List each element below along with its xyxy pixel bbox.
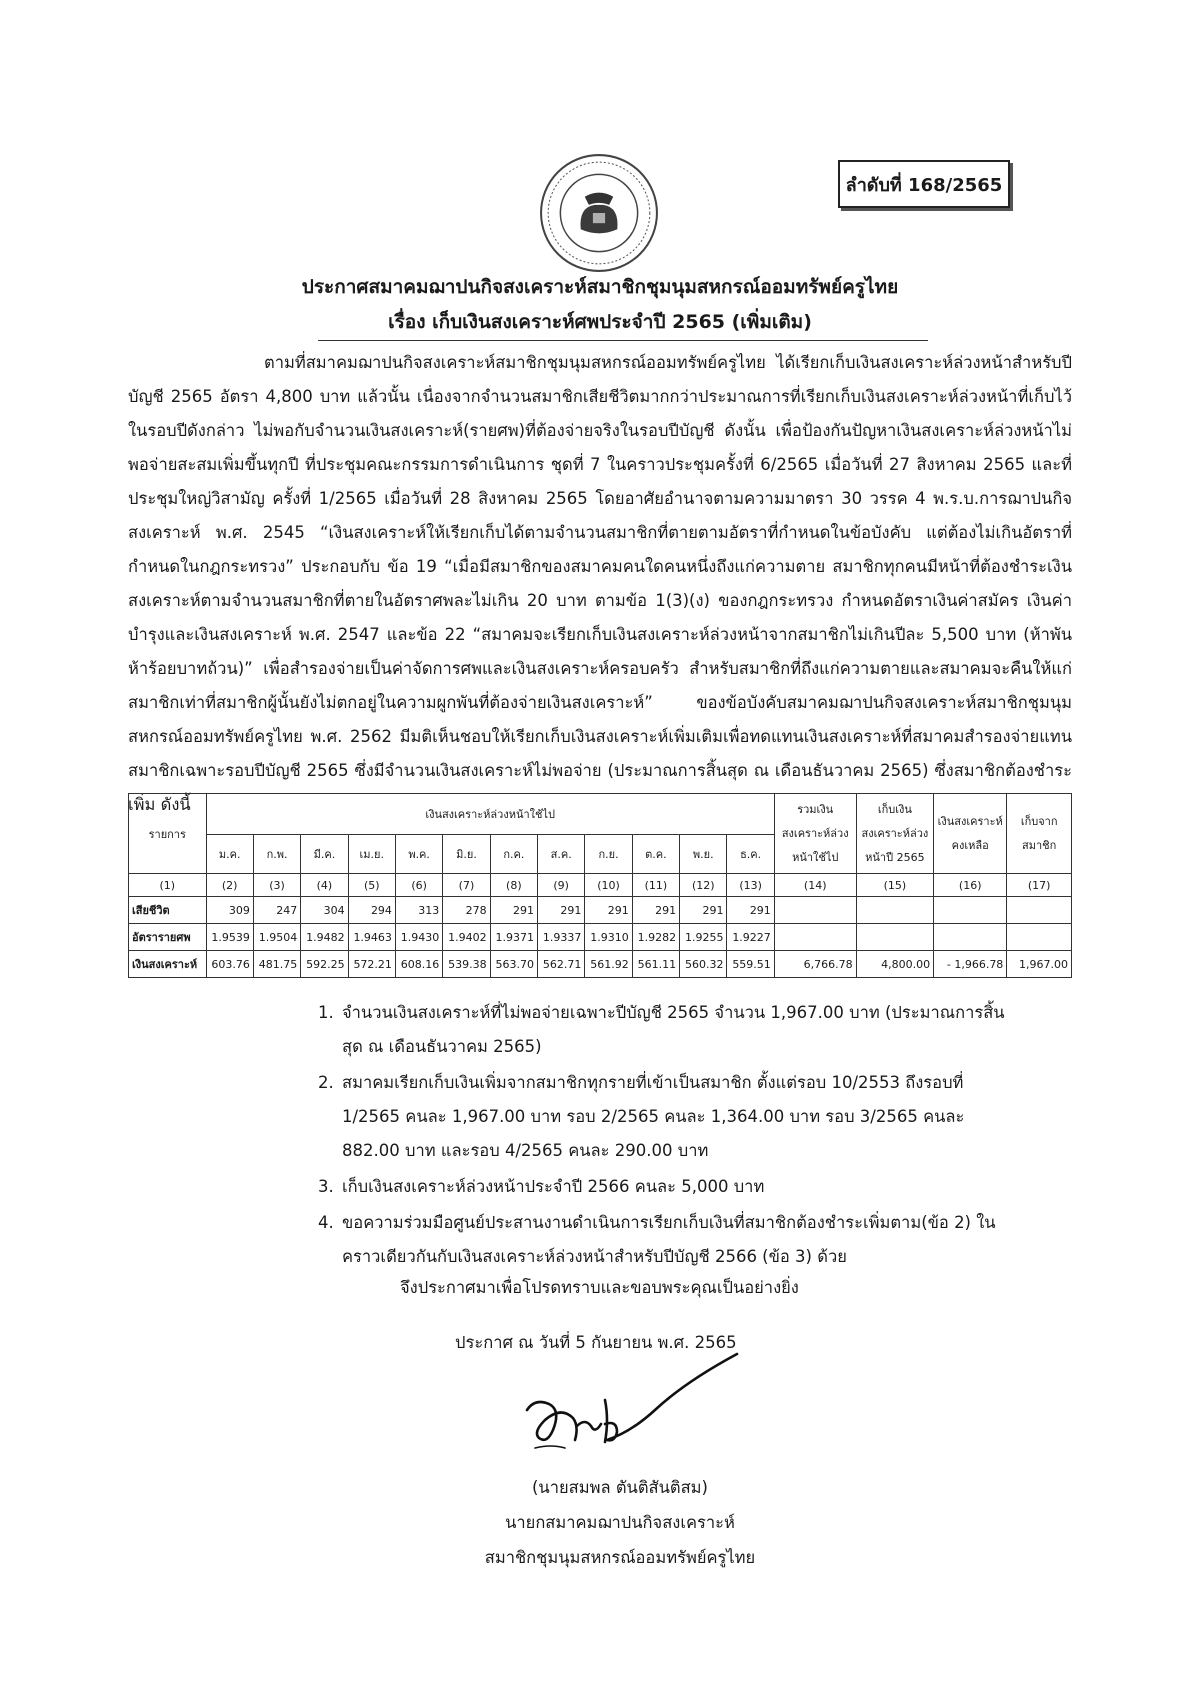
association-emblem-icon [538,152,660,274]
list-item [318,996,1018,1064]
table-cell: 291 [585,897,632,924]
table-cell: 559.51 [727,951,774,978]
month-header: ก.ย. [585,835,632,874]
table-cell: 539.38 [443,951,490,978]
month-header: พ.ย. [680,835,727,874]
table-cell [774,924,856,951]
table-cell: 1.9255 [680,924,727,951]
table-cell: 304 [301,897,348,924]
announcement-subject: เรื่อง เก็บเงินสงเคราะห์ศพประจำปี 2565 (เพิ่มเติม) [388,311,812,333]
collect-from-member-header: เก็บจากสมาชิก [1007,794,1072,874]
item-header: รายการ [129,794,207,874]
table-cell: 1.9463 [348,924,395,951]
item-text: ขอความร่วมมือศูนย์ประสานงานดำเนินการเรียกเก็บเงินที่สมาชิกต้องชำระเพิ่มตาม(ข้อ 2) ในคราวเดียวกันกับเงินสงเคราะห์ล่วงหน้าสำหรับปีบัญชี 2566 (ข้อ 3) ด้วย [342,1213,996,1266]
total-used-header: รวมเงินสงเคราะห์ล่วงหน้าใช้ไป [774,794,856,874]
column-number: (5) [348,874,395,897]
list-item [318,1206,1018,1274]
table-cell: 572.21 [348,951,395,978]
table-cell: 6,766.78 [774,951,856,978]
announcement-title: ประกาศสมาคมฌาปนกิจสงเคราะห์สมาชิกชุมนุมสหกรณ์ออมทรัพย์ครูไทย [301,276,899,298]
table-cell: 291 [490,897,537,924]
item-number: 2. [318,1073,334,1092]
column-number: (15) [856,874,934,897]
column-number: (16) [934,874,1007,897]
column-number: (10) [585,874,632,897]
month-header: ก.ค. [490,835,537,874]
notes-list [318,996,1018,1276]
month-header: ก.พ. [253,835,300,874]
item-text: เก็บเงินสงเคราะห์ล่วงหน้าประจำปี 2566 คนละ 5,000 บาท [342,1177,765,1196]
table-cell: 4,800.00 [856,951,934,978]
column-number: (2) [206,874,253,897]
title-divider [318,340,928,341]
table-cell: 1.9539 [206,924,253,951]
column-number: (17) [1007,874,1072,897]
table-cell: 247 [253,897,300,924]
item-number: 4. [318,1213,334,1232]
used-advance-header: เงินสงเคราะห์ล่วงหน้าใช้ไป [206,794,774,835]
month-header: ต.ค. [632,835,679,874]
table-cell: 1.9504 [253,924,300,951]
table-cell: 561.92 [585,951,632,978]
table-cell: 309 [206,897,253,924]
row-label: เงินสงเคราะห์ [129,951,207,978]
table-cell: 561.11 [632,951,679,978]
table-cell: 313 [395,897,442,924]
row-label: อัตรารายศพ [129,924,207,951]
column-number-row [129,874,1072,897]
month-header: เม.ย. [348,835,395,874]
announcement-number: ลำดับที่ 168/2565 [838,160,1010,208]
month-header: ธ.ค. [727,835,774,874]
table-cell [1007,897,1072,924]
table-cell [774,897,856,924]
contribution-table [128,793,1072,978]
signer-name: (นายสมพล ตันติสันติสม) [532,1478,708,1497]
table-cell: 562.71 [538,951,585,978]
list-item [318,1170,1018,1204]
item-text: จำนวนเงินสงเคราะห์ที่ไม่พอจ่ายเฉพาะปีบัญชี 2565 จำนวน 1,967.00 บาท (ประมาณการสิ้นสุด ณ เดือนธันวาคม 2565) [342,1003,1005,1056]
signer-position: นายกสมาคมฌาปนกิจสงเคราะห์ [505,1513,735,1532]
column-number: (8) [490,874,537,897]
announcement-body: ตามที่สมาคมฌาปนกิจสงเคราะห์สมาชิกชุมนุมสหกรณ์ออมทรัพย์ครูไทย ได้เรียกเก็บเงินสงเคราะห์ล่วงหน้าสำหรับปีบัญชี 2565 อัตรา 4,800 บาท แล้วนั้น เนื่องจากจำนวนสมาชิกเสียชีวิตมากกว่าประมาณการที่เรียกเก็บเงินสงเคราะห์ล่วงหน้าที่เก็บไว้ในรอบปีดังกล่าว ไม่พอกับจำนวนเงินสงเคราะห์(รายศพ)ที่ต้องจ่ายจริงในรอบปีบัญชี ดังนั้น เพื่อป้องกันปัญหาเงินสงเคราะห์ล่วงหน้าไม่พอจ่ายสะสมเพิ่มขึ้นทุกปี ที่ประชุมคณะกรรมการดำเนินการ ชุดที่ 7 ในคราวประชุมครั้งที่ 6/2565 เมื่อวันที่ 27 สิงหาคม 2565 และที่ประชุมใหญ่วิสามัญ ครั้งที่ 1/2565 เมื่อวันที่ 28 สิงหาคม 2565 โดยอาศัยอำนาจตามความมาตรา 30 วรรค 4 พ.ร.บ.การฌาปนกิจสงเคราะห์ พ.ศ. 2545 “เงินสงเคราะห์ให้เรียกเก็บได้ตามจำนวนสมาชิกที่ตายตามอัตราที่กำหนดในข้อบังคับ แต่ต้องไม่เกินอัตราที่กำหนดในกฎกระทรวง” ประกอบกับ ข้อ 19 “เมื่อมีสมาชิกของสมาคมคนใดคนหนึ่งถึงแก่ความตาย สมาชิกทุกคนมีหน้าที่ต้องชำระเงินสงเคราะห์ตามจำนวนสมาชิกที่ตายในอัตราศพละไม่เกิน 20 บาท ตามข้อ 1(3)(ง) ของกฎกระทรวง กำหนดอัตราเงินค่าสมัคร เงินค่าบำรุงและเงินสงเคราะห์ พ.ศ. 2547 และข้อ 22 “สมาคมจะเรียกเก็บเงินสงเคราะห์ล่วงหน้าจากสมาชิกไม่เกินปีละ 5,500 บาท (ห้าพันห้าร้อยบาทถ้วน)” เพื่อสำรองจ่ายเป็นค่าจัดการศพและเงินสงเคราะห์ครอบครัว สำหรับสมาชิกที่ถึงแก่ความตายและสมาคมจะคืนให้แก่สมาชิกเท่าที่สมาชิกผู้นั้นยังไม่ตกอยู่ในความผูกพันที่ต้องจ่ายเงินสงเคราะห์” ของข้อบังคับสมาคมฌาปนกิจสงเคราะห์สมาชิกชุมนุมสหกรณ์ออมทรัพย์ครูไทย พ.ศ. 2562 มีมติเห็นชอบให้เรียกเก็บเงินสงเคราะห์เพิ่มเติมเพื่อทดแทนเงินสงเคราะห์ที่สมาคมสำรองจ่ายแทนสมาชิกเฉพาะรอบปีบัญชี 2565 ซึ่งมีจำนวนเงินสงเคราะห์ไม่พอจ่าย (ประมาณการสิ้นสุด ณ เดือนธันวาคม 2565) ซึ่งสมาชิกต้องชำระเพิ่ม ดังนี้ [128,353,1072,814]
table-cell [934,897,1007,924]
closing-statement: จึงประกาศมาเพื่อโปรดทราบและขอบพระคุณเป็นอย่างยิ่ง [400,1278,799,1297]
table-cell: 592.25 [301,951,348,978]
table-cell: 603.76 [206,951,253,978]
table-cell: 1,967.00 [1007,951,1072,978]
table-cell: 1.9402 [443,924,490,951]
column-number: (1) [129,874,207,897]
column-number: (6) [395,874,442,897]
table-cell [934,924,1007,951]
column-number: (14) [774,874,856,897]
remaining-header: เงินสงเคราะห์คงเหลือ [934,794,1007,874]
list-item [318,1066,1018,1168]
table-cell: 291 [727,897,774,924]
column-number: (11) [632,874,679,897]
item-number: 3. [318,1177,334,1196]
table-cell: 291 [632,897,679,924]
table-cell: 563.70 [490,951,537,978]
column-number: (7) [443,874,490,897]
table-cell: 1.9282 [632,924,679,951]
table-cell: 1.9310 [585,924,632,951]
column-number: (9) [538,874,585,897]
table-cell [856,897,934,924]
table-cell: - 1,966.78 [934,951,1007,978]
table-cell: 1.9337 [538,924,585,951]
item-number: 1. [318,1003,334,1022]
table-cell: 1.9430 [395,924,442,951]
item-text: สมาคมเรียกเก็บเงินเพิ่มจากสมาชิกทุกรายที่เข้าเป็นสมาชิก ตั้งแต่รอบ 10/2553 ถึงรอบที่ 1/2565 คนละ 1,967.00 บาท รอบ 2/2565 คนละ 1,364.00 บาท รอบ 3/2565 คนละ 882.00 บาท และรอบ 4/2565 คนละ 290.00 บาท [342,1073,965,1160]
month-header: มิ.ย. [443,835,490,874]
table-cell: 1.9482 [301,924,348,951]
column-number: (4) [301,874,348,897]
month-header: ม.ค. [206,835,253,874]
signature-icon [505,1348,745,1468]
collected-header: เก็บเงินสงเคราะห์ล่วงหน้าปี 2565 [856,794,934,874]
table-cell: 291 [680,897,727,924]
signer-organization: สมาชิกชุมนุมสหกรณ์ออมทรัพย์ครูไทย [484,1548,756,1567]
column-number: (13) [727,874,774,897]
announcement-date: ประกาศ ณ วันที่ 5 กันยายน พ.ศ. 2565 [455,1333,737,1352]
table-cell: 294 [348,897,395,924]
column-number: (12) [680,874,727,897]
table-row-relief-amount [129,951,1072,978]
table-cell [1007,924,1072,951]
table-cell: 278 [443,897,490,924]
month-header: ส.ค. [538,835,585,874]
row-label: เสียชีวิต [129,897,207,924]
month-header: มี.ค. [301,835,348,874]
column-number: (3) [253,874,300,897]
table-cell [856,924,934,951]
table-cell: 1.9371 [490,924,537,951]
table-cell: 481.75 [253,951,300,978]
table-row-rate-per-death [129,924,1072,951]
table-row-deaths [129,897,1072,924]
table-cell: 608.16 [395,951,442,978]
table-cell: 560.32 [680,951,727,978]
table-cell: 291 [538,897,585,924]
month-header: พ.ค. [395,835,442,874]
table-cell: 1.9227 [727,924,774,951]
